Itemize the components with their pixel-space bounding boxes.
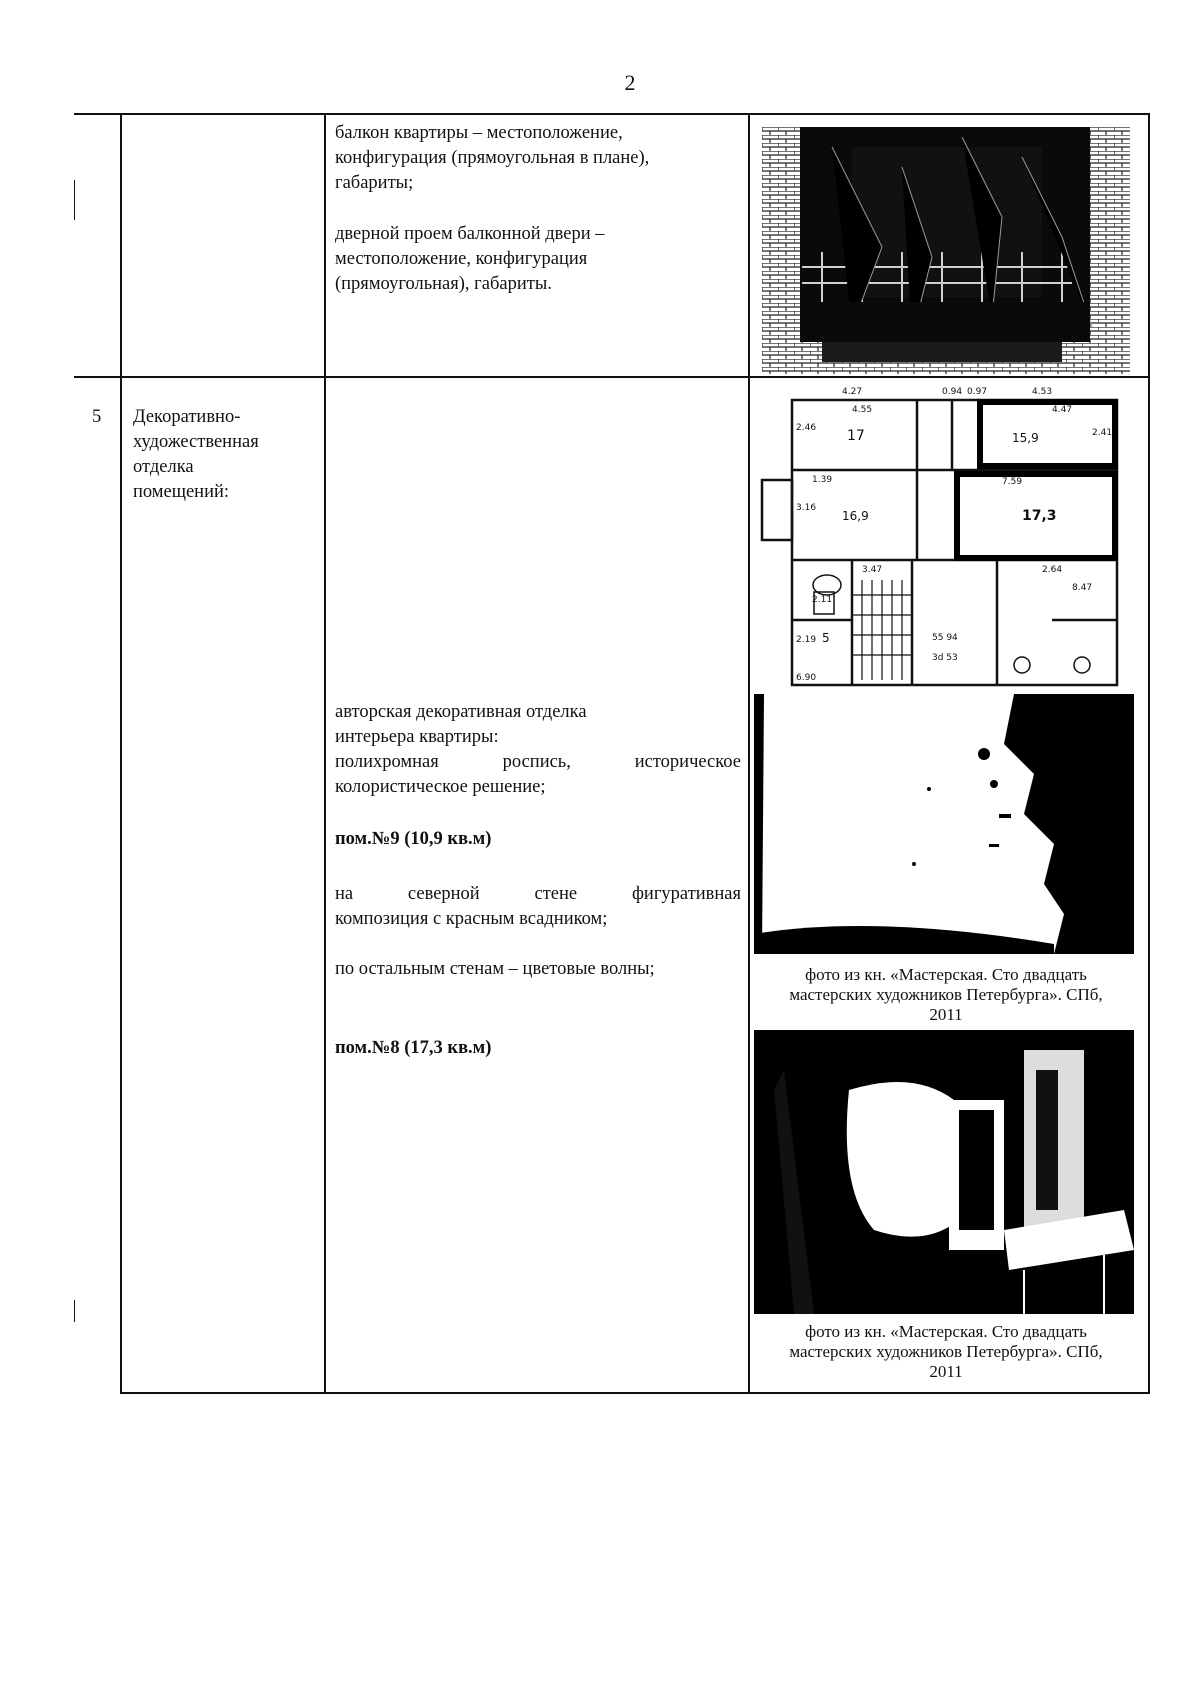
other-walls-description: по остальным стенам – цветовые волны; <box>335 959 655 979</box>
column-line-3 <box>748 113 750 1394</box>
column-line-1 <box>120 113 122 1394</box>
caption-line: фото из кн. «Мастерская. Сто двадцать <box>805 1322 1087 1341</box>
plan-label: 2.11 <box>812 595 833 605</box>
plan-label: 2.64 <box>1042 565 1063 575</box>
row-number: 5 <box>92 407 102 427</box>
plan-label: 1.39 <box>812 475 833 485</box>
north-wall-description <box>335 882 741 932</box>
plan-label: 55 94 <box>932 633 958 643</box>
left-margin-dash <box>74 1300 75 1322</box>
text-line: (прямоугольная), габариты. <box>335 274 552 294</box>
caption-line: мастерских художников Петербурга». СПб, <box>789 1342 1103 1361</box>
text-line: конфигурация (прямоугольная в плане), <box>335 148 650 168</box>
balcony-description <box>335 121 735 196</box>
plan-label: 16,9 <box>842 509 869 523</box>
plan-label: 5 <box>822 631 830 645</box>
title-line: помещений: <box>133 482 230 502</box>
caption-line: 2011 <box>929 1362 963 1381</box>
page-number: 2 <box>624 70 636 95</box>
table-top-border <box>74 113 1150 115</box>
plan-label: 4.55 <box>852 405 873 415</box>
text-line: колористическое решение; <box>335 777 546 797</box>
floor-plan <box>752 380 1144 692</box>
text-line: габариты; <box>335 173 414 193</box>
photo-caption <box>752 1322 1140 1382</box>
balcony-door-description <box>335 222 735 297</box>
room-9-photo <box>754 694 1134 954</box>
plan-label: 15,9 <box>1012 431 1039 445</box>
balcony-photo-drawing <box>762 127 1130 374</box>
plan-label: 0.94 <box>942 387 963 397</box>
room-8-photo <box>754 1030 1134 1314</box>
plan-label: 2.41 <box>1092 428 1113 438</box>
caption-line: 2011 <box>929 1005 963 1024</box>
plan-label: 7.59 <box>1002 477 1023 487</box>
plan-label: 4.53 <box>1032 387 1053 397</box>
floor-plan-drawing <box>752 380 1144 692</box>
plan-label: 17 <box>847 428 865 444</box>
plan-label: 2.46 <box>796 423 817 433</box>
caption-line: фото из кн. «Мастерская. Сто двадцать <box>805 965 1087 984</box>
left-margin-dash <box>74 180 75 220</box>
photo-caption <box>752 965 1140 1025</box>
room-8-photo-drawing <box>754 1030 1134 1314</box>
text-line: композиция с красным всадником; <box>335 909 608 929</box>
text-line: дверной проем балконной двери – <box>335 224 605 244</box>
plan-label: 3d 53 <box>932 653 958 663</box>
decoration-intro <box>335 700 741 800</box>
plan-label: 4.47 <box>1052 405 1073 415</box>
caption-line: мастерских художников Петербурга». СПб, <box>789 985 1103 1004</box>
plan-label: 8.47 <box>1072 583 1093 593</box>
text-line: на северной стене фигуративная <box>335 884 741 904</box>
balcony-photo <box>762 127 1130 374</box>
text-line: полихромная роспись, историческое <box>335 752 741 772</box>
room-8-heading: пом.№8 (17,3 кв.м) <box>335 1038 492 1058</box>
plan-label: 2.19 <box>796 635 817 645</box>
text-line: авторская декоративная отделка <box>335 702 587 722</box>
plan-label: 0.97 <box>967 387 988 397</box>
title-line: Декоративно- <box>133 407 241 427</box>
column-line-2 <box>324 113 326 1394</box>
table-bottom-border <box>122 1392 1150 1394</box>
plan-label: 3.16 <box>796 503 817 513</box>
room-9-heading: пом.№9 (10,9 кв.м) <box>335 829 492 849</box>
text-line: интерьера квартиры: <box>335 727 499 747</box>
column-line-right <box>1148 113 1150 1394</box>
plan-label: 4.27 <box>842 387 863 397</box>
row-title <box>133 405 318 505</box>
plan-label: 17,3 <box>1022 508 1057 524</box>
plan-label: 3.47 <box>862 565 883 575</box>
row-divider <box>74 376 1150 378</box>
text-line: балкон квартиры – местоположение, <box>335 123 623 143</box>
title-line: отделка <box>133 457 194 477</box>
room-9-photo-drawing <box>754 694 1134 954</box>
text-line: местоположение, конфигурация <box>335 249 588 269</box>
title-line: художественная <box>133 432 259 452</box>
plan-label: 6.90 <box>796 673 817 683</box>
